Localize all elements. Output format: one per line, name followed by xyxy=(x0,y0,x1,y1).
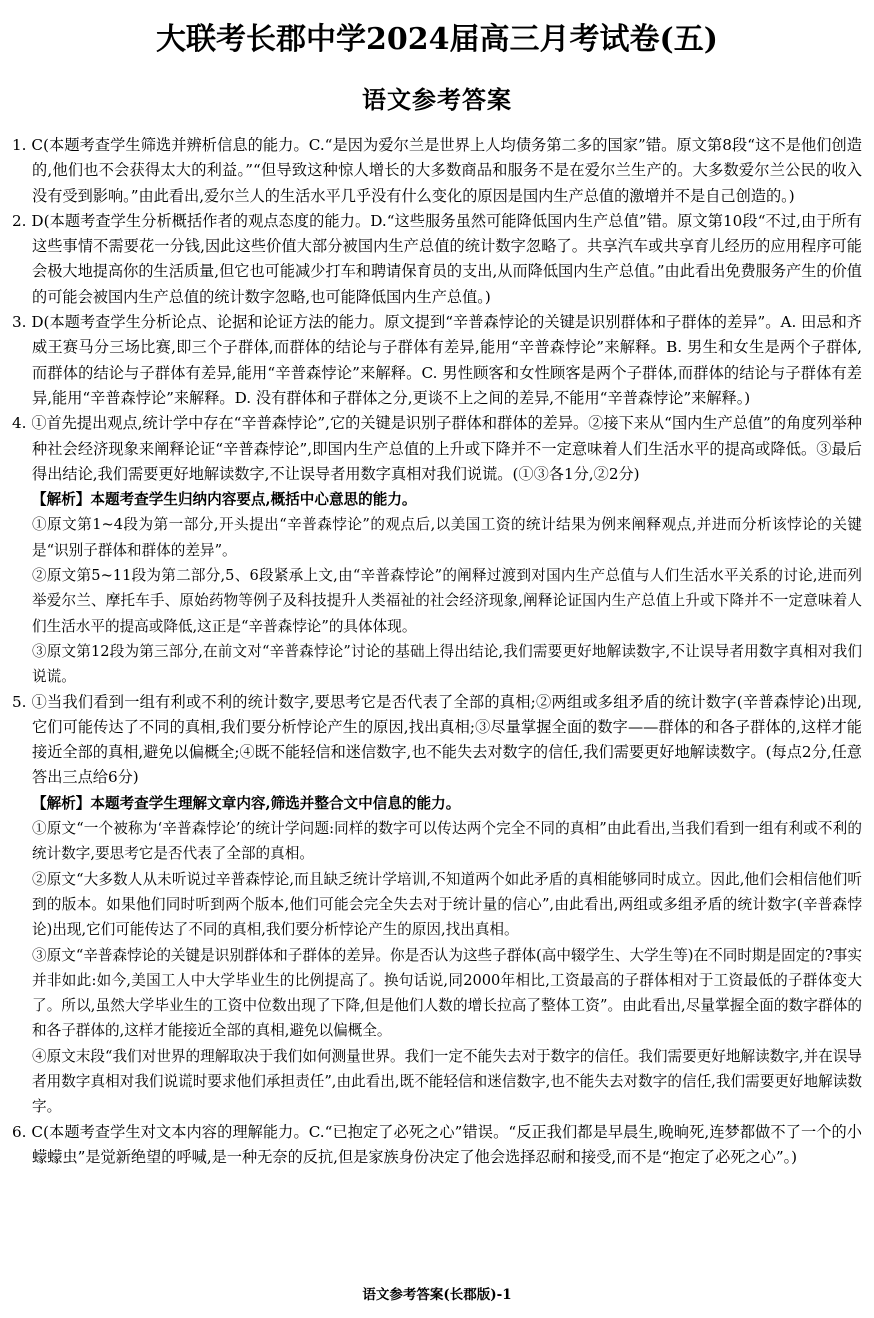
answer-5-analysis-3: ③原文“辛普森悖论的关键是识别群体和子群体的差异。你是否认为这些子群体(高中辍学生、大学生等)在不同时期是固定的?事实并非如此:如今,美国工人中大学毕业生的比例提高了。换句话说,同2000年相比,工资最高的子群体相对于工资最低的子群体变大了。所以,虽然大学毕业生的工资中位数出现了下降,但是他们人数的增长拉高了整体工资”。由此看出,尽量掌握全面的数字群体的和各子群体的,这样才能接近全部的真相,避免以偏概全。 xyxy=(32,946,862,1040)
answer-body xyxy=(12,133,862,1170)
answer-6: 6. C(本题考查学生对文本内容的理解能力。C.“已抱定了必死之心”错误。“反正我们都是早晨生,晚晌死,连梦都做不了一个的小蠓蠓虫”是觉新绝望的呼喊,是一种无奈的反抗,但是家族身份决定了他会选择忍耐和接受,而不是“抱定了必死之心”。) xyxy=(12,1122,862,1166)
page-footer: 语文参考答案(长郡版)-1 xyxy=(362,1287,512,1303)
exam-title: 大联考长郡中学2024届高三月考试卷(五) xyxy=(156,22,718,57)
answer-3: 3. D(本题考查学生分析论点、论据和论证方法的能力。原文提到“辛普森悖论的关键是识别群体和子群体的差异”。A. 田忌和齐威王赛马分三场比赛,即三个子群体,而群体的结论与子群体有差异,能用“辛普森悖论”来解释。B. 男生和女生是两个子群体,而群体的结论与子群体有差异,能用“辛普森悖论”来解释。C. 男性顾客和女性顾客是两个子群体,而群体的结论与子群体有差异,能用“辛普森悖论”来解释。D. 没有群体和子群体之分,更谈不上之间的差异,不能用“辛普森悖论”来解释。) xyxy=(12,313,862,407)
answer-4-analysis-1: ①原文第1~4段为第一部分,开头提出“辛普森悖论”的观点后,以美国工资的统计结果为例来阐释观点,并进而分析该悖论的关键是“识别子群体和群体的差异”。 xyxy=(32,516,862,559)
answer-1: 1. C(本题考查学生筛选并辨析信息的能力。C.“是因为爱尔兰是世界上人均债务第二多的国家”错。原文第8段“这不是他们创造的,他们也不会获得太大的利益。”“但导致这种惊人增长的大多数商品和服务不是在爱尔兰生产的。大多数爱尔兰公民的收入没有受到影响。”由此看出,爱尔兰人的生活水平几乎没有什么变化的原因是国内生产总值的激增并不是自己创造的。) xyxy=(12,136,862,205)
answer-5: 5. ①当我们看到一组有利或不利的统计数字,要思考它是否代表了全部的真相;②两组或多组矛盾的统计数字(辛普森悖论)出现,它们可能传达了不同的真相,我们要分析悖论产生的原因,找出真相;③尽量掌握全面的数字——群体的和各子群体的,这样才能接近全部的真相,避免以偏概全;④既不能轻信和迷信数字,也不能失去对数字的信任,我们需要更好地解读数字。(每点2分,任意答出三点给6分) xyxy=(12,692,862,787)
answer-key-heading: 语文参考答案 xyxy=(362,85,512,114)
answer-5-analysis-4: ④原文末段“我们对世界的理解取决于我们如何测量世界。我们一定不能失去对于数字的信任。我们需要更好地解读数字,并在误导者用数字真相对我们说谎时要求他们承担责任”,由此看出,既不能轻信和迷信数字,也不能失去对数字的信任,我们需要更好地解读数字。 xyxy=(32,1047,862,1116)
answer-5-analysis-2: ②原文“大多数人从未听说过辛普森悖论,而且缺乏统计学培训,不知道两个如此矛盾的真相能够同时成立。因此,他们会相信他们听到的版本。如果他们同时听到两个版本,他们可能会完全失去对于统计量的信心”,由此看出,两组或多组矛盾的统计数字(辛普森悖论)出现,它们可能传达了不同的真相,我们要分析悖论产生的原因,找出真相。 xyxy=(32,870,862,939)
answer-4-analysis-3: ③原文第12段为第三部分,在前文对“辛普森悖论”讨论的基础上得出结论,我们需要更好地解读数字,不让误导者用数字真相对我们说谎。 xyxy=(32,642,862,686)
answer-4-analysis-2: ②原文第5~11段为第二部分,5、6段紧承上文,由“辛普森悖论”的阐释过渡到对国内生产总值与人们生活水平关系的讨论,进而列举爱尔兰、摩托车手、原始药物等例子及科技提升人类福祉的社会经济现象,阐释论证国内生产总值上升或下降并不一定意味着人们生活水平的提高或降低,这正是“辛普森悖论”的具体体现。 xyxy=(32,567,862,635)
answer-2: 2. D(本题考查学生分析概括作者的观点态度的能力。D.“这些服务虽然可能降低国内生产总值”错。原文第10段“不过,由于所有这些事情不需要花一分钱,因此这些价值大部分被国内生产总值的统计数字忽略了。共享汽车或共享育儿经历的应用程序可能会极大地提高你的生活质量,但它也可能减少打车和聘请保育员的支出,从而降低国内生产总值。”由此看出免费服务产生的价值的可能会被国内生产总值的统计数字忽略,也可能降低国内生产总值。) xyxy=(12,211,862,306)
answer-5-analysis-label: 【解析】本题考查学生理解文章内容,筛选并整合文中信息的能力。 xyxy=(32,794,461,812)
answer-4-analysis-label: 【解析】本题考查学生归纳内容要点,概括中心意思的能力。 xyxy=(32,491,417,509)
answer-4: 4. ①首先提出观点,统计学中存在“辛普森悖论”,它的关键是识别子群体和群体的差异。②接下来从“国内生产总值”的角度列举种种社会经济现象来阐释论证“辛普森悖论”,即国内生产总值的上升或下降并不一定意味着人们生活水平的提高或降低。③最后得出结论,我们需要更好地解读数字,不让误导者用数字真相对我们说谎。(①③各1分,②2分) xyxy=(12,414,862,483)
answer-5-analysis-1: ①原文“一个被称为‘辛普森悖论’的统计学问题:同样的数字可以传达两个完全不同的真相”由此看出,当我们看到一组有利或不利的统计数字,要思考它是否代表了全部的真相。 xyxy=(32,820,862,863)
